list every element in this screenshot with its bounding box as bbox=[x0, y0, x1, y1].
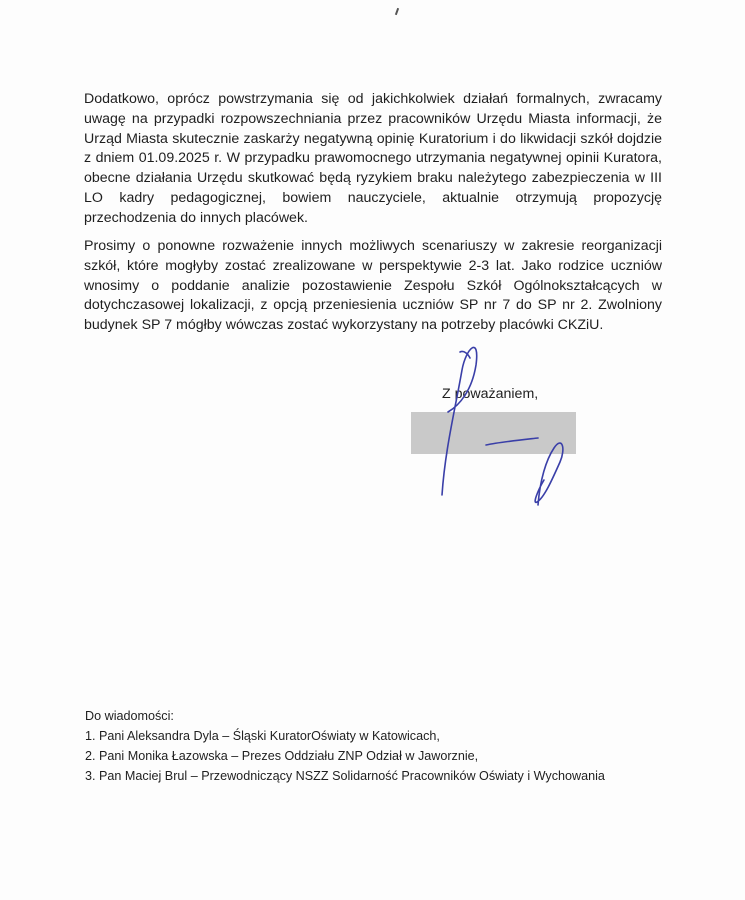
body-paragraph-2: Prosimy o ponowne rozważenie innych możliwych scenariuszy w zakresie reorganizacji szkół, które mogłyby zostać zrealizowane w perspektywie 2-3 lat. Jako rodzice uczniów wnosimy o poddanie analizie pozostawienie Zespołu Szkół Ogólnokształcących w dotychczasowej lokalizacji, z opcją przeniesienia uczniów SP nr 7 do SP nr 2. Zwolniony budynek SP 7 mógłby wówczas zostać wykorzystany na potrzeby placówki CKZiU. bbox=[84, 238, 662, 334]
cc-title: Do wiadomości: bbox=[85, 709, 174, 723]
signature-stroke-1 bbox=[442, 347, 477, 495]
signature-stroke-4 bbox=[486, 438, 538, 445]
cc-list-item: 2. Pani Monika Łazowska – Prezes Oddziału ZNP Odział w Jaworznie, bbox=[85, 749, 479, 763]
scan-mark bbox=[395, 8, 399, 15]
cc-list bbox=[85, 726, 685, 786]
cc-list-item: 3. Pan Maciej Brul – Przewodniczący NSZZ Solidarność Pracowników Oświaty i Wychowania bbox=[85, 769, 605, 783]
signature-stroke-3 bbox=[535, 443, 563, 505]
closing-salutation: Z poważaniem, bbox=[442, 386, 539, 402]
handwritten-signature bbox=[420, 330, 600, 520]
cc-section bbox=[85, 706, 685, 786]
body-paragraph-1: Dodatkowo, oprócz powstrzymania się od jakichkolwiek działań formalnych, zwracamy uwagę na przypadki rozpowszechniania przez pracowników Urzędu Miasta informacji, że Urząd Miasta skutecznie zaskarży negatywną opinię Kuratorium i do likwidacji szkół dojdzie z dniem 01.09.2025 r. W przypadku prawomocnego utrzymania negatywnej opinii Kuratora, obecne działania Urzędu skutkować będą ryzykiem braku należytego zabezpieczenia w III LO kadry pedagogicznej, bowiem nauczyciele, aktualnie otrzymują propozycję przechodzenia do innych placówek. bbox=[84, 91, 662, 226]
cc-list-item: 1. Pani Aleksandra Dyla – Śląski KuratorOświaty w Katowicach, bbox=[85, 729, 440, 743]
